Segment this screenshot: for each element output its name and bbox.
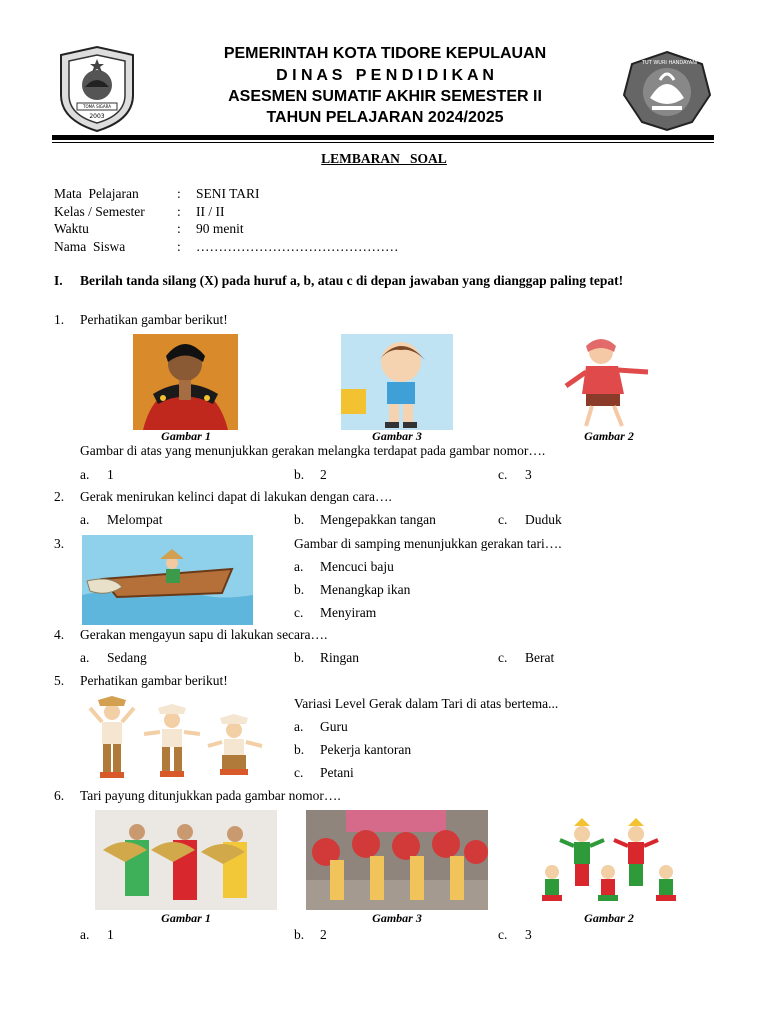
q6-option-a-letter: a. xyxy=(80,927,90,942)
q4-option-b: Ringan xyxy=(320,650,359,665)
header-line-3: ASESMEN SUMATIF AKHIR SEMESTER II xyxy=(228,88,542,105)
header-rule-thin xyxy=(52,142,714,143)
q3-image-fisherman-boat xyxy=(82,535,253,625)
header-rule-thick xyxy=(52,135,714,140)
q5-option-c-letter: c. xyxy=(294,765,304,780)
q1-image-2-cartoon-dancer xyxy=(556,334,661,430)
header-line-2: D I N A S P E N D I D I K A N xyxy=(276,67,494,84)
q5-text: Perhatikan gambar berikut! xyxy=(80,673,228,688)
q4-option-a-letter: a. xyxy=(80,650,90,665)
q3-option-b-letter: b. xyxy=(294,582,305,597)
q1-caption-1: Gambar 1 xyxy=(161,429,211,443)
q1-caption-2: Gambar 2 xyxy=(584,429,634,443)
q6-option-b: 2 xyxy=(320,927,327,942)
left-logo-banner: TOMA SIGARA xyxy=(83,104,111,109)
q4-option-b-letter: b. xyxy=(294,650,305,665)
q6-image-1-fan-dancers xyxy=(95,810,277,910)
q2-option-a-letter: a. xyxy=(80,512,90,527)
q6-option-b-letter: b. xyxy=(294,927,305,942)
q2-number: 2. xyxy=(54,489,65,504)
q5-option-a-letter: a. xyxy=(294,719,304,734)
q2-option-b: Mengepakkan tangan xyxy=(320,512,436,527)
q4-text: Gerakan mengayun sapu di lakukan secara…. xyxy=(80,627,328,642)
q6-caption-3: Gambar 3 xyxy=(372,911,422,925)
header-line-4: TAHUN PELAJARAN 2024/2025 xyxy=(266,109,504,126)
q6-image-2-cartoon-dancers xyxy=(520,810,700,910)
q4-option-c-letter: c. xyxy=(498,650,508,665)
q6-option-c-letter: c. xyxy=(498,927,508,942)
q6-option-a: 1 xyxy=(107,927,114,942)
info-label-class: Kelas / Semester xyxy=(54,204,145,219)
right-logo-motto: TUT WURI HANDAYANI xyxy=(642,60,698,66)
q4-option-a: Sedang xyxy=(107,650,147,665)
q3-option-c-letter: c. xyxy=(294,605,304,620)
q6-number: 6. xyxy=(54,788,65,803)
q1-caption-3: Gambar 3 xyxy=(372,429,422,443)
q2-option-b-letter: b. xyxy=(294,512,305,527)
q5-option-b: Pekerja kantoran xyxy=(320,742,412,757)
q1-option-c: 3 xyxy=(525,467,532,482)
q3-number: 3. xyxy=(54,536,65,551)
q5-option-a: Guru xyxy=(320,719,348,734)
info-sep: : xyxy=(177,221,181,236)
q1-option-a: 1 xyxy=(107,467,114,482)
q3-text: Gambar di samping menunjukkan gerakan tari…. xyxy=(294,536,562,551)
header-line-1: PEMERINTAH KOTA TIDORE KEPULAUAN xyxy=(223,45,547,62)
left-logo-year: 2003 xyxy=(89,113,105,120)
q4-option-c: Berat xyxy=(525,650,555,665)
q5-option-c: Petani xyxy=(320,765,354,780)
q6-caption-1: Gambar 1 xyxy=(161,911,211,925)
city-emblem-logo xyxy=(55,45,139,133)
q3-option-b: Menangkap ikan xyxy=(320,582,411,597)
q5-image-dance-levels xyxy=(84,696,270,780)
q1-text: Perhatikan gambar berikut! xyxy=(80,312,228,327)
info-sep: : xyxy=(177,204,181,219)
info-value-name: ……………………………………… xyxy=(196,239,399,254)
q1-image-3-walking-kid xyxy=(341,334,453,430)
q2-text: Gerak menirukan kelinci dapat di lakukan dengan cara…. xyxy=(80,489,392,504)
info-sep: : xyxy=(177,186,181,201)
q6-text: Tari payung ditunjukkan pada gambar nomor…. xyxy=(80,788,341,803)
q1-number: 1. xyxy=(54,312,65,327)
q5-option-b-letter: b. xyxy=(294,742,305,757)
q1-option-a-letter: a. xyxy=(80,467,90,482)
q6-option-c: 3 xyxy=(525,927,532,942)
q3-option-a-letter: a. xyxy=(294,559,304,574)
info-label-time: Waktu xyxy=(54,221,89,236)
info-sep: : xyxy=(177,239,181,254)
q5-number: 5. xyxy=(54,673,65,688)
q6-caption-2: Gambar 2 xyxy=(584,911,634,925)
q5-question: Variasi Level Gerak dalam Tari di atas bertema... xyxy=(294,696,559,711)
section-number: I. xyxy=(54,273,63,288)
q4-number: 4. xyxy=(54,627,65,642)
info-label-subject: Mata Pelajaran xyxy=(54,186,139,201)
q2-option-c-letter: c. xyxy=(498,512,508,527)
q3-option-c: Menyiram xyxy=(320,605,377,620)
q1-question: Gambar di atas yang menunjukkan gerakan melangka terdapat pada gambar nomor…. xyxy=(80,443,546,458)
q3-option-a: Mencuci baju xyxy=(320,559,394,574)
section-instruction: Berilah tanda silang (X) pada huruf a, b, atau c di depan jawaban yang dianggap paling tepat! xyxy=(80,273,624,288)
q1-option-c-letter: c. xyxy=(498,467,508,482)
q2-option-a: Melompat xyxy=(107,512,163,527)
info-value-class: II / II xyxy=(196,204,225,219)
q1-option-b: 2 xyxy=(320,467,327,482)
q1-option-b-letter: b. xyxy=(294,467,305,482)
q2-option-c: Duduk xyxy=(525,512,562,527)
info-label-name: Nama Siswa xyxy=(54,239,126,254)
info-value-time: 90 menit xyxy=(196,221,244,236)
tut-wuri-handayani-logo xyxy=(622,50,712,132)
q6-image-3-umbrella-dancers xyxy=(306,810,488,910)
q1-image-1-dancer xyxy=(133,334,238,430)
page-title: LEMBARAN SOAL xyxy=(321,151,447,166)
info-value-subject: SENI TARI xyxy=(196,186,260,201)
